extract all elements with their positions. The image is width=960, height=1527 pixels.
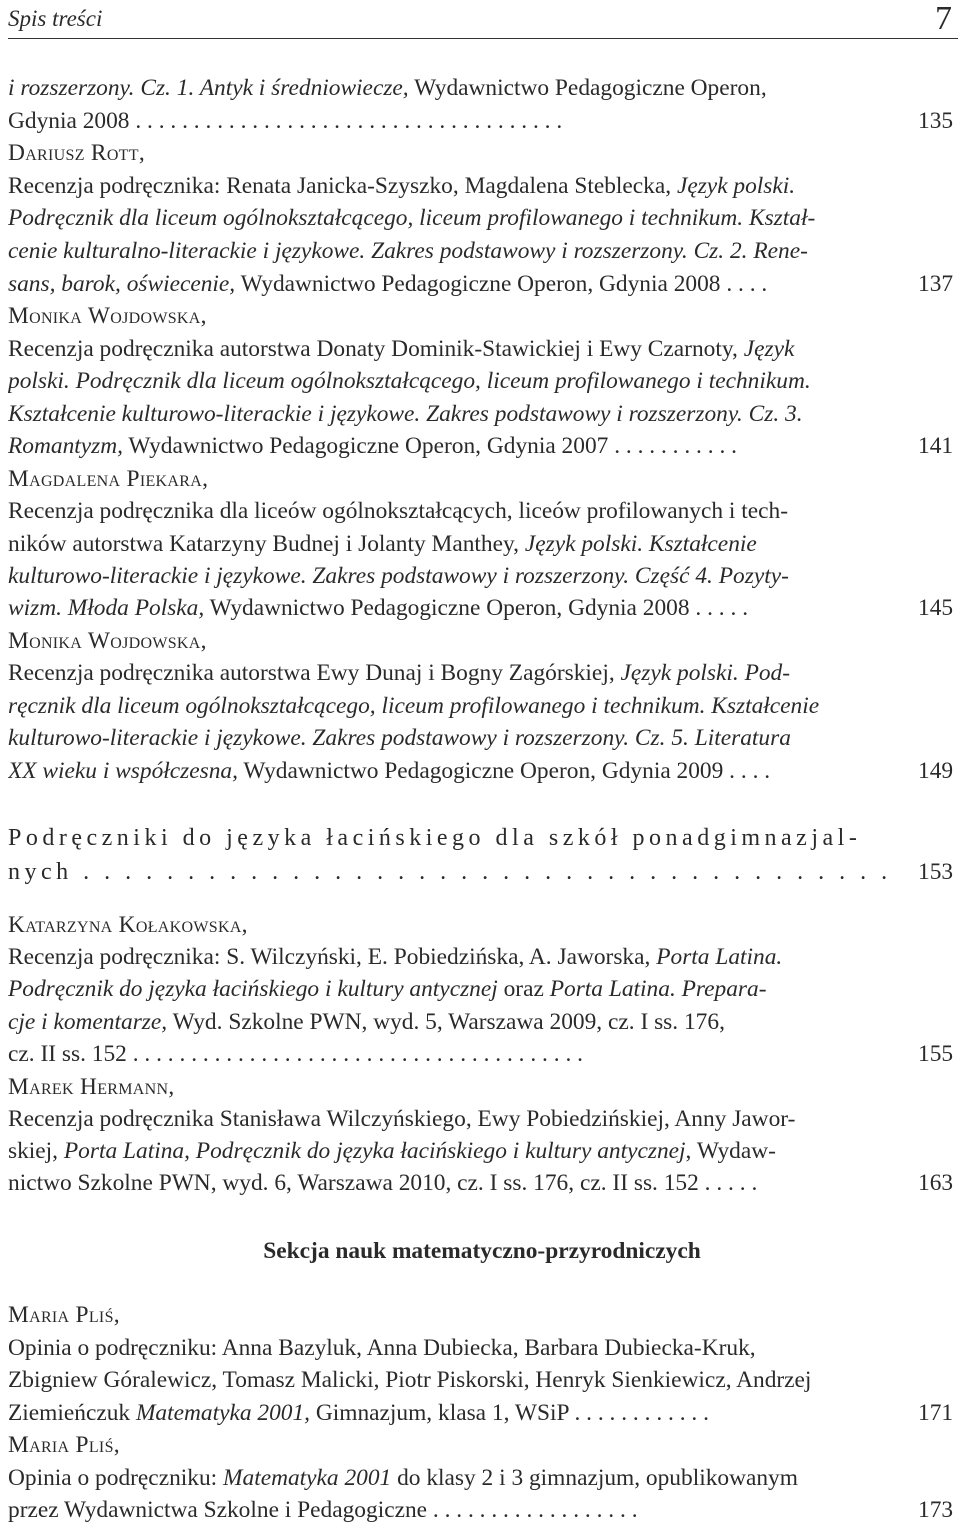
toc-author: Monika Wojdowska, (8, 628, 207, 654)
section-heading: Sekcja nauk matematyczno-przyrodniczych (263, 1238, 701, 1264)
toc-page-number: 149 (918, 758, 954, 784)
toc-line: Recenzja podręcznika: Renata Janicka-Szyszko, Magdalena Steblecka, Język polski. (8, 173, 796, 199)
toc-line: cenie kulturalno-literackie i językowe. Zakres podstawowy i rozszerzony. Cz. 2. Rene- (8, 238, 808, 264)
toc-line: wizm. Młoda Polska, Wydawnictwo Pedagogiczne Operon, Gdynia 2008 . . . . . (8, 595, 749, 621)
toc-line: Ziemieńczuk Matematyka 2001, Gimnazjum, klasa 1, WSiP . . . . . . . . . . . . (8, 1400, 709, 1426)
toc-page-number: 155 (918, 1041, 954, 1067)
toc-line: Opinia o podręczniku: Matematyka 2001 do klasy 2 i 3 gimnazjum, opublikowanym (8, 1465, 798, 1491)
toc-line: cz. II ss. 152 . . . . . . . . . . . . . . . . . . . . . . . . . . . . . . . . . . . . . . . (8, 1041, 583, 1067)
toc-page-number: 173 (918, 1497, 954, 1523)
toc-line: Romantyzm, Wydawnictwo Pedagogiczne Operon, Gdynia 2007 . . . . . . . . . . . (8, 433, 737, 459)
toc-line: Recenzja podręcznika: S. Wilczyński, E. Pobiedzińska, A. Jaworska, Porta Latina. (8, 944, 783, 970)
toc-line: Kształcenie kulturowo-literackie i językowe. Zakres podstawowy i rozszerzony. Cz. 3. (8, 401, 803, 427)
toc-line: i rozszerzony. Cz. 1. Antyk i średniowiecze, Wydawnictwo Pedagogiczne Operon, (8, 75, 767, 101)
toc-page-number: 163 (918, 1170, 954, 1196)
toc-section-title: Podręczniki do języka łacińskiego dla szkół ponadgimnazjal- (8, 825, 862, 851)
toc-line: sans, barok, oświecenie, Wydawnictwo Pedagogiczne Operon, Gdynia 2008 . . . . (8, 271, 768, 297)
running-title: Spis treści (8, 6, 103, 31)
toc-line: XX wieku i współczesna, Wydawnictwo Pedagogiczne Operon, Gdynia 2009 . . . . (8, 758, 771, 784)
toc-line: nych . . . . . . . . . . . . . . . . . . . . . . . . . . . . . . . . . . . . . . . (8, 859, 892, 885)
toc-line: ników autorstwa Katarzyny Budnej i Jolanty Manthey, Język polski. Kształcenie (8, 531, 757, 557)
toc-line: kulturowo-literackie i językowe. Zakres podstawowy i rozszerzony. Cz. 5. Literatura (8, 725, 791, 751)
toc-page-number: 145 (918, 595, 954, 621)
page-number: 7 (935, 0, 952, 37)
toc-author: Maria Pliś, (8, 1302, 120, 1328)
toc-author: Maria Pliś, (8, 1432, 120, 1458)
toc-author: Magdalena Piekara, (8, 466, 209, 492)
toc-line: Podręcznik dla liceum ogólnokształcącego, liceum profilowanego i technikum. Kształ- (8, 205, 816, 231)
toc-line: przez Wydawnictwa Szkolne i Pedagogiczne . . . . . . . . . . . . . . . . . . (8, 1497, 638, 1523)
toc-page-number: 135 (918, 108, 954, 134)
toc-line: nictwo Szkolne PWN, wyd. 6, Warszawa 2010, cz. I ss. 176, cz. II ss. 152 . . . . . (8, 1170, 758, 1196)
toc-page-number: 137 (918, 271, 954, 297)
toc-line: ręcznik dla liceum ogólnokształcącego, liceum profilowanego i technikum. Kształcenie (8, 693, 820, 719)
toc-author: Katarzyna Kołakowska, (8, 912, 248, 938)
toc-author: Dariusz Rott, (8, 140, 145, 166)
toc-line: cje i komentarze, Wyd. Szkolne PWN, wyd. 5, Warszawa 2009, cz. I ss. 176, (8, 1009, 725, 1035)
toc-author: Monika Wojdowska, (8, 303, 207, 329)
toc-page-number: 141 (918, 433, 954, 459)
toc-author: Marek Hermann, (8, 1074, 175, 1100)
toc-line: Gdynia 2008 . . . . . . . . . . . . . . . . . . . . . . . . . . . . . . . . . . . . . (8, 108, 563, 134)
toc-page-number: 153 (918, 859, 954, 885)
toc-line: Podręcznik do języka łacińskiego i kultury antycznej oraz Porta Latina. Prepara- (8, 976, 767, 1002)
page-header (8, 0, 958, 39)
toc-line: kulturowo-literackie i językowe. Zakres podstawowy i rozszerzony. Część 4. Pozyty- (8, 563, 789, 589)
toc-line: Recenzja podręcznika Stanisława Wilczyńskiego, Ewy Pobiedzińskiej, Anny Jawor- (8, 1106, 796, 1132)
toc-line: Recenzja podręcznika autorstwa Donaty Dominik-Stawickiej i Ewy Czarnoty, Język (8, 336, 795, 362)
toc-page-number: 171 (918, 1400, 954, 1426)
toc-line: Recenzja podręcznika autorstwa Ewy Dunaj i Bogny Zagórskiej, Język polski. Pod- (8, 660, 791, 686)
toc-line: Opinia o podręczniku: Anna Bazyluk, Anna Dubiecka, Barbara Dubiecka-Kruk, (8, 1335, 756, 1361)
toc-line: Zbigniew Góralewicz, Tomasz Malicki, Piotr Piskorski, Henryk Sienkiewicz, Andrzej (8, 1367, 812, 1393)
toc-line: skiej, Porta Latina, Podręcznik do języka łacińskiego i kultury antycznej, Wydaw- (8, 1138, 776, 1164)
toc-line: polski. Podręcznik dla liceum ogólnokształcącego, liceum profilowanego i technikum. (8, 368, 811, 394)
toc-line: Recenzja podręcznika dla liceów ogólnokształcących, liceów profilowanych i tech- (8, 498, 788, 524)
